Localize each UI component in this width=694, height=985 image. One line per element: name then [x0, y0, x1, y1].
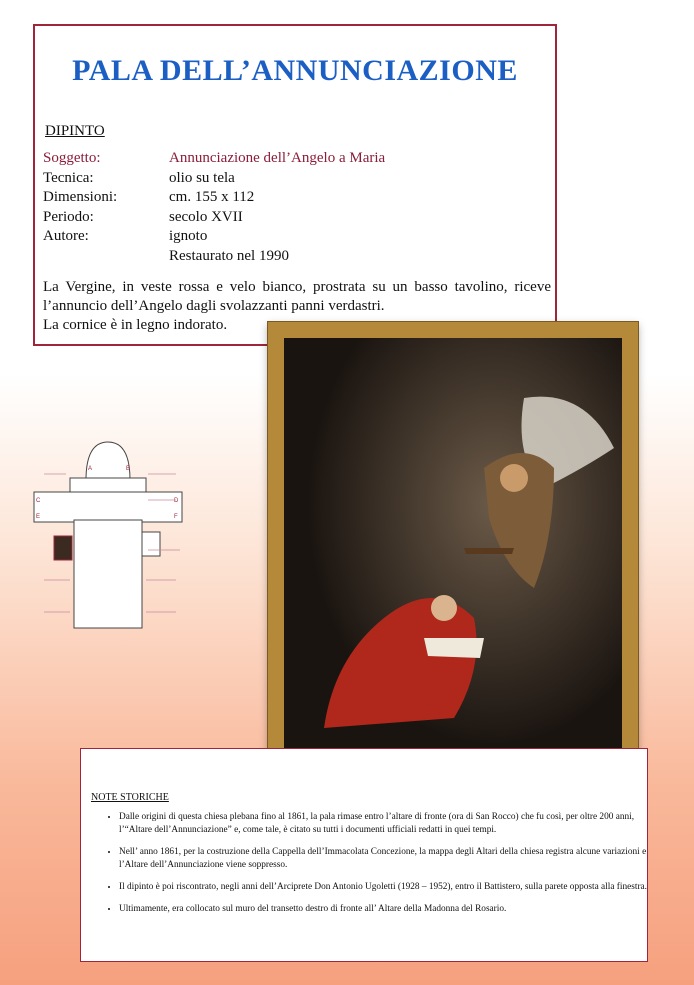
- section-label-dipinto: DIPINTO: [45, 123, 105, 139]
- spec-value: ignoto: [169, 228, 208, 244]
- description-line: La cornice è in legno indorato.: [43, 317, 228, 333]
- spec-key: Tecnica:: [43, 169, 94, 186]
- spec-row-tecnica: [43, 169, 385, 189]
- spec-value: secolo XVII: [169, 208, 243, 225]
- plan-transept: [34, 492, 182, 522]
- spec-row-restauro: [43, 247, 385, 267]
- plan-letter-f: F: [174, 514, 178, 520]
- plan-painting-marker: [54, 536, 72, 560]
- spec-key: [43, 247, 169, 267]
- spec-value: Annunciazione dell’Angelo a Maria: [169, 150, 386, 166]
- spec-row-dimensioni: [43, 188, 385, 208]
- notes-list: [89, 811, 663, 925]
- spec-row-autore: [43, 227, 385, 247]
- info-card: [33, 24, 557, 346]
- plan-letter-d: D: [174, 498, 179, 504]
- plan-letter-c: C: [36, 498, 41, 504]
- plan-apse: [86, 442, 130, 480]
- notes-card: [80, 748, 648, 962]
- spec-key: Dimensioni:: [43, 189, 118, 205]
- description-line: La Vergine, in veste rossa e velo bianco, prostrata su un basso tavolino, riceve l’annuncio dell’Angelo dagli svolazzanti panni verdastri.: [43, 279, 551, 314]
- spec-row-soggetto: [43, 149, 385, 169]
- notes-title: NOTE STORICHE: [91, 792, 169, 803]
- church-floor-plan: [30, 440, 230, 650]
- list-item: • Il dipinto è poi riscontrato, negli anni dell’Arciprete Don Antonio Ugoletti (1928 – 1952), entro il Battistero, sulla parete opposta alla finestra.: [119, 881, 663, 894]
- spec-value: cm. 155 x 112: [169, 189, 255, 205]
- list-item: • Dalle origini di questa chiesa plebana fino al 1861, la pala rimase entro l’altare di fronte (ora di San Rocco) che fu così, per oltre 200 anni, l’“Altare dell’Annunciazione” e, come tale, è citato su tutti i documenti ufficiali redatti in quei tempi.: [119, 811, 663, 837]
- painting-annunciazione: [268, 322, 638, 792]
- spec-row-periodo: [43, 208, 385, 228]
- spec-key: Periodo:: [43, 208, 94, 225]
- list-item: • Ultimamente, era collocato sul muro del transetto destro di fronte all’ Altare della Madonna del Rosario.: [119, 903, 663, 916]
- spec-value: Restaurato nel 1990: [169, 247, 289, 264]
- plan-letter-a: A: [88, 466, 93, 472]
- list-item: • Nell’ anno 1861, per la costruzione della Cappella dell’Immacolata Concezione, la mappa degli Altari della chiesa registra alcune variazioni e l’Altare dell’Annunciazione viene soppresso.: [119, 846, 663, 872]
- plan-letter-e: E: [36, 514, 41, 520]
- plan-nave: [74, 520, 142, 628]
- page-title: PALA DELL’ANNUNCIAZIONE: [72, 54, 518, 87]
- plan-chapel: [142, 532, 160, 556]
- spec-value: olio su tela: [169, 169, 235, 186]
- spec-key: Soggetto:: [43, 150, 101, 166]
- spec-table: [43, 149, 385, 266]
- spec-key: Autore:: [43, 228, 89, 244]
- plan-letter-b: B: [126, 466, 131, 472]
